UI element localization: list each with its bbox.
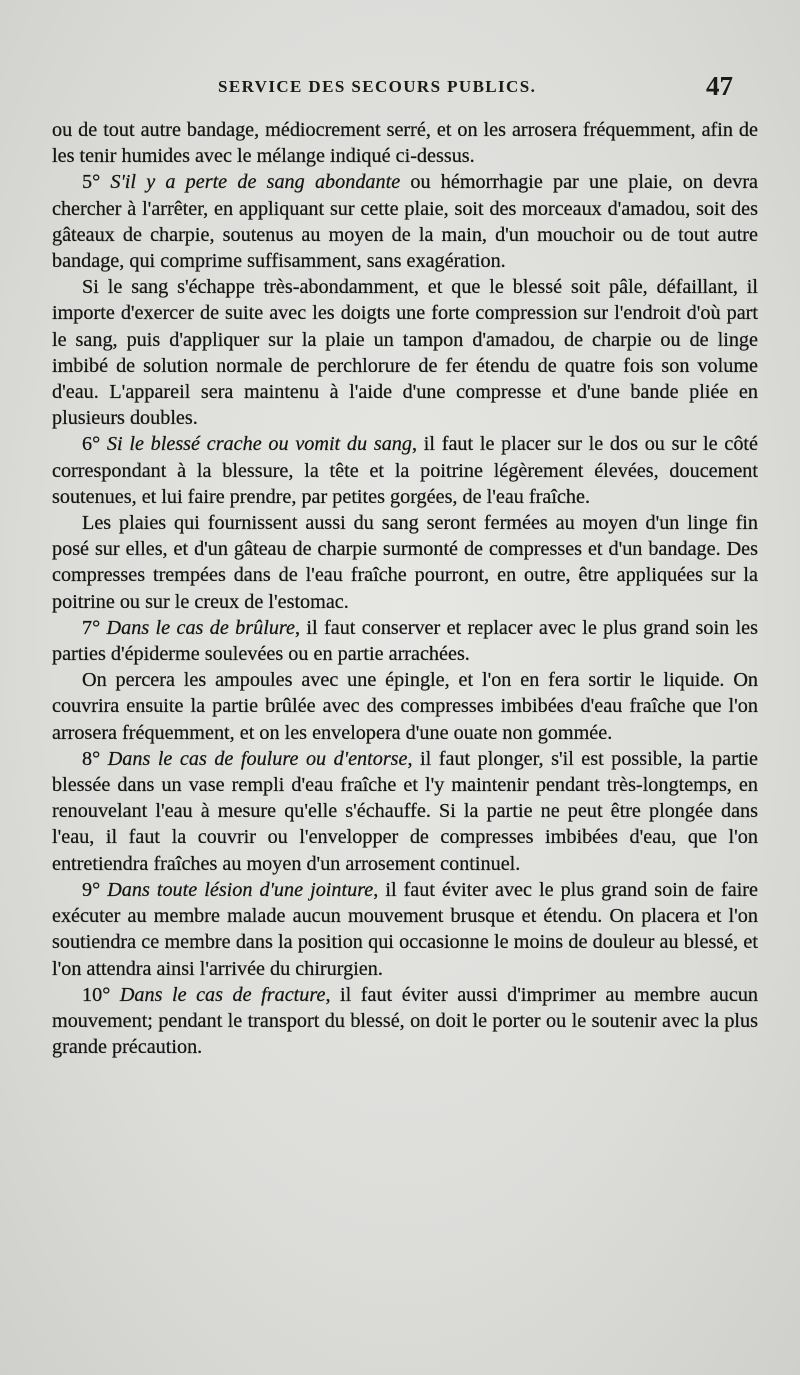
page-header: [0, 73, 800, 107]
paragraph-item-8: [52, 746, 758, 877]
paragraph-text: ou de tout autre bandage, médiocrement serré, et on les arrosera fréquemment, afin de les tenir humides avec le mélange indiqué ci-dessus.: [52, 119, 758, 168]
item-number: 7°: [82, 616, 107, 639]
paragraph-item-7: [52, 615, 758, 667]
item-heading: Dans toute lésion d'une jointure: [107, 878, 374, 901]
paragraph-text: Les plaies qui fournissent aussi du sang seront fermées au moyen d'un linge fin posé sur elles, et d'un gâteau de charpie surmonté de compresses et d'un bandage. Des compresses trempées dans de l'eau fraîche pourront, en outre, être appliquées sur la poitrine ou sur le creux de l'estomac.: [52, 512, 758, 613]
paragraph-item-6: [52, 431, 758, 510]
paragraph-text: , il faut éviter aussi d'imprimer au membre aucun mouvement; pendant le transport du blessé, on doit le porter ou le soutenir avec la plus grande précaution.: [52, 983, 759, 1059]
item-number: 9°: [82, 878, 108, 901]
item-heading: Si le blessé crache ou vomit du sang: [106, 433, 412, 456]
item-number: 5°: [82, 171, 111, 194]
paragraph-item-9: [52, 877, 758, 982]
body-text: [52, 117, 758, 1060]
paragraph: [52, 274, 758, 431]
item-number: 8°: [82, 747, 108, 770]
paragraph-text: , il faut plonger, s'il est possible, la partie blessée dans un vase rempli d'eau fraîche et l'y maintenir pendant très-longtemps, en renouvelant l'eau à mesure qu'elle s'échauffe. Si la partie ne peut être plongée dans l'eau, il faut la couvrir ou l'envelopper de compresses imbibées d'eau, que l'on entretiendra fraîches au moyen d'un arrosement continuel.: [52, 747, 759, 875]
paragraph-text: On percera les ampoules avec une épingle, et l'on en fera sortir le liquide. On couvrira ensuite la partie brûlée avec des compresses imbibées d'eau fraîche que l'on arrosera fréquemment, et on les envelopera d'une ouate non gommée.: [52, 669, 758, 744]
paragraph: [52, 510, 758, 615]
item-heading: Dans le cas de foulure ou d'entorse: [107, 747, 408, 770]
paragraph-item-10: [52, 982, 758, 1061]
item-heading: Dans le cas de fracture: [119, 983, 326, 1006]
paragraph-continued: [52, 117, 758, 169]
running-head: SERVICE DES SECOURS PUBLICS.: [218, 77, 537, 96]
paragraph-text: , il faut conserver et replacer avec le plus grand soin les parties d'épiderme soulevées ou en partie arrachées.: [52, 616, 758, 666]
item-number: 6°: [82, 433, 107, 456]
paragraph-text: , il faut éviter avec le plus grand soin de faire exécuter au membre malade aucun mouvement brusque et étendu. On placera et l'on soutiendra ce membre dans la position qui occasionne le moins de douleur au blessé, et l'on attendra ainsi l'arrivée du chirurgien.: [52, 878, 758, 980]
item-heading: Dans le cas de brûlure: [106, 616, 295, 639]
paragraph-text: Si le sang s'échappe très-abondamment, et que le blessé soit pâle, défaillant, il importe d'exercer de suite avec les doigts une forte compression sur l'endroit d'où part le sang, puis d'appliquer sur la plaie un tampon d'amadou, de charpie ou de linge imbibé de solution normale de perchlorure de fer étendu de quatre fois son volume d'eau. L'appareil sera maintenu à l'aide d'une compresse et d'une bande pliée en plusieurs doubles.: [52, 276, 758, 430]
page-number: 47: [706, 71, 733, 101]
paragraph-text: , il faut le placer sur le dos ou sur le côté correspondant à la blessure, la tête et la poitrine légèrement élevées, doucement soutenues, et lui faire prendre, par petites gorgées, de l'eau fraîche.: [52, 433, 758, 508]
item-heading: S'il y a perte de sang abondante: [110, 171, 401, 194]
paragraph-text: ou hémorrhagie par une plaie, on devra chercher à l'arrêter, en appliquant sur cette plaie, soit des morceaux d'amadou, soit des gâteaux de charpie, soutenus au moyen de la main, d'un mouchoir ou de tout autre bandage, qui comprime suffisamment, sans exagération.: [52, 171, 759, 273]
paragraph: [52, 667, 758, 746]
item-number: 10°: [82, 983, 120, 1006]
paragraph-item-5: [52, 169, 758, 274]
